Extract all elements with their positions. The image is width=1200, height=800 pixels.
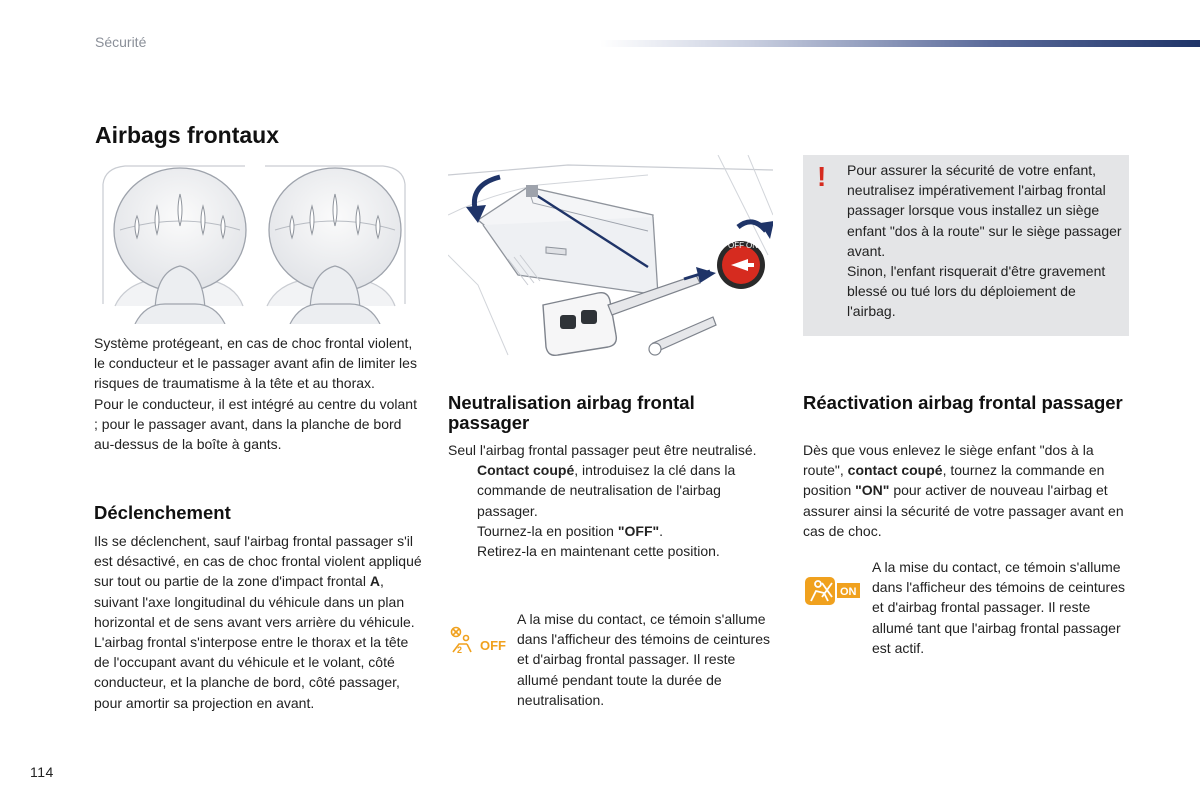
- triggering-paragraph-2: L'airbag frontal s'interpose entre le thorax et la tête de l'occupant avant du véhicule et le volant, côté conducteur, et la planche de bord, côté passager, pour amortir sa projection en avant.: [94, 634, 409, 711]
- neutralization-step-1: Contact coupé, introduisez la clé dans la commande de neutralisation de l'airbag passager.: [477, 462, 736, 519]
- warning-box: [803, 155, 1129, 336]
- svg-text:OFF: OFF: [728, 241, 744, 250]
- svg-text:2: 2: [457, 645, 463, 655]
- section-label: Sécurité: [95, 34, 147, 50]
- airbag-on-telltale-icon: [804, 575, 862, 607]
- off-label: OFF: [480, 638, 506, 653]
- triggering-text: [94, 531, 424, 713]
- neutralization-step-3: Retirez-la en maintenant cette position.: [477, 543, 720, 560]
- airbag-on-telltale: [804, 575, 862, 607]
- header-gradient-bar: [600, 40, 1200, 47]
- svg-text:ON: ON: [746, 241, 758, 250]
- neutralization-text: [448, 440, 778, 561]
- warning-text: [847, 160, 1125, 322]
- airbag-off-telltale: [449, 626, 509, 656]
- warning-exclamation-icon: !: [817, 161, 827, 192]
- airbags-illustration: [95, 154, 410, 324]
- warning-paragraph-2: Sinon, l'enfant risquerait d'être gravement blessé ou tué lors du déploiement de l'airbag.: [847, 263, 1106, 320]
- triggering-heading: Déclenchement: [94, 502, 231, 523]
- off-telltale-text: A la mise du contact, ce témoin s'allume dans l'afficheur des témoins de ceintures et d'airbag frontal passager. Il reste allumé pendant toute la durée de neutralisation.: [517, 611, 771, 708]
- page-title: Airbags frontaux: [95, 122, 280, 148]
- on-label: ON: [840, 586, 857, 598]
- reactivation-paragraph: Dès que vous enlevez le siège enfant "dos à la route", contact coupé, tournez la commande en position "ON" pour activer de nouveau l'airbag et assurer ainsi la sécurité de votre passager avant en cas de choc.: [803, 442, 1124, 539]
- intro-paragraph-2: Pour le conducteur, il est intégré au centre du volant ; pour le passager avant, dans la planche de bord au-dessus de la boîte à gants.: [94, 395, 417, 453]
- neutralization-steps: [448, 460, 778, 561]
- impact-zone-label: A: [369, 573, 380, 590]
- reactivation-text: [803, 440, 1133, 541]
- airbag-off-telltale-icon: [449, 626, 509, 656]
- intro-text: [94, 333, 424, 454]
- triggering-paragraph-1: Ils se déclenchent, sauf l'airbag frontal passager s'il est désactivé, en cas de choc frontal violent appliqué sur tout ou partie de la zone d'impact frontal A, suivant l'axe longitudinal du véhicule dans un plan horizontal et de sens avant vers arrière du véhicule.: [94, 533, 422, 630]
- neutralization-heading: Neutralisation airbag frontal passager: [448, 392, 695, 433]
- glovebox-key-illustration: [448, 155, 773, 365]
- reactivation-heading: Réactivation airbag frontal passager: [803, 392, 1123, 413]
- neutralization-intro: Seul l'airbag frontal passager peut être neutralisé.: [448, 442, 757, 458]
- page-number: 114: [30, 764, 54, 780]
- warning-paragraph-1: Pour assurer la sécurité de votre enfant, neutralisez impérativement l'airbag frontal passager lorsque vous installez un siège enfant "dos à la route" sur le siège passager avant.: [847, 162, 1122, 259]
- neutralization-step-2: Tournez-la en position "OFF".: [477, 522, 664, 539]
- on-telltale-text: A la mise du contact, ce témoin s'allume dans l'afficheur des témoins de ceintures et d'airbag frontal passager. Il reste allumé tant que l'airbag frontal passager est actif.: [872, 559, 1126, 656]
- intro-paragraph-1: Système protégeant, en cas de choc frontal violent, le conducteur et le passager avant afin de limiter les risques de traumatisme à la tête et au thorax.: [94, 335, 417, 392]
